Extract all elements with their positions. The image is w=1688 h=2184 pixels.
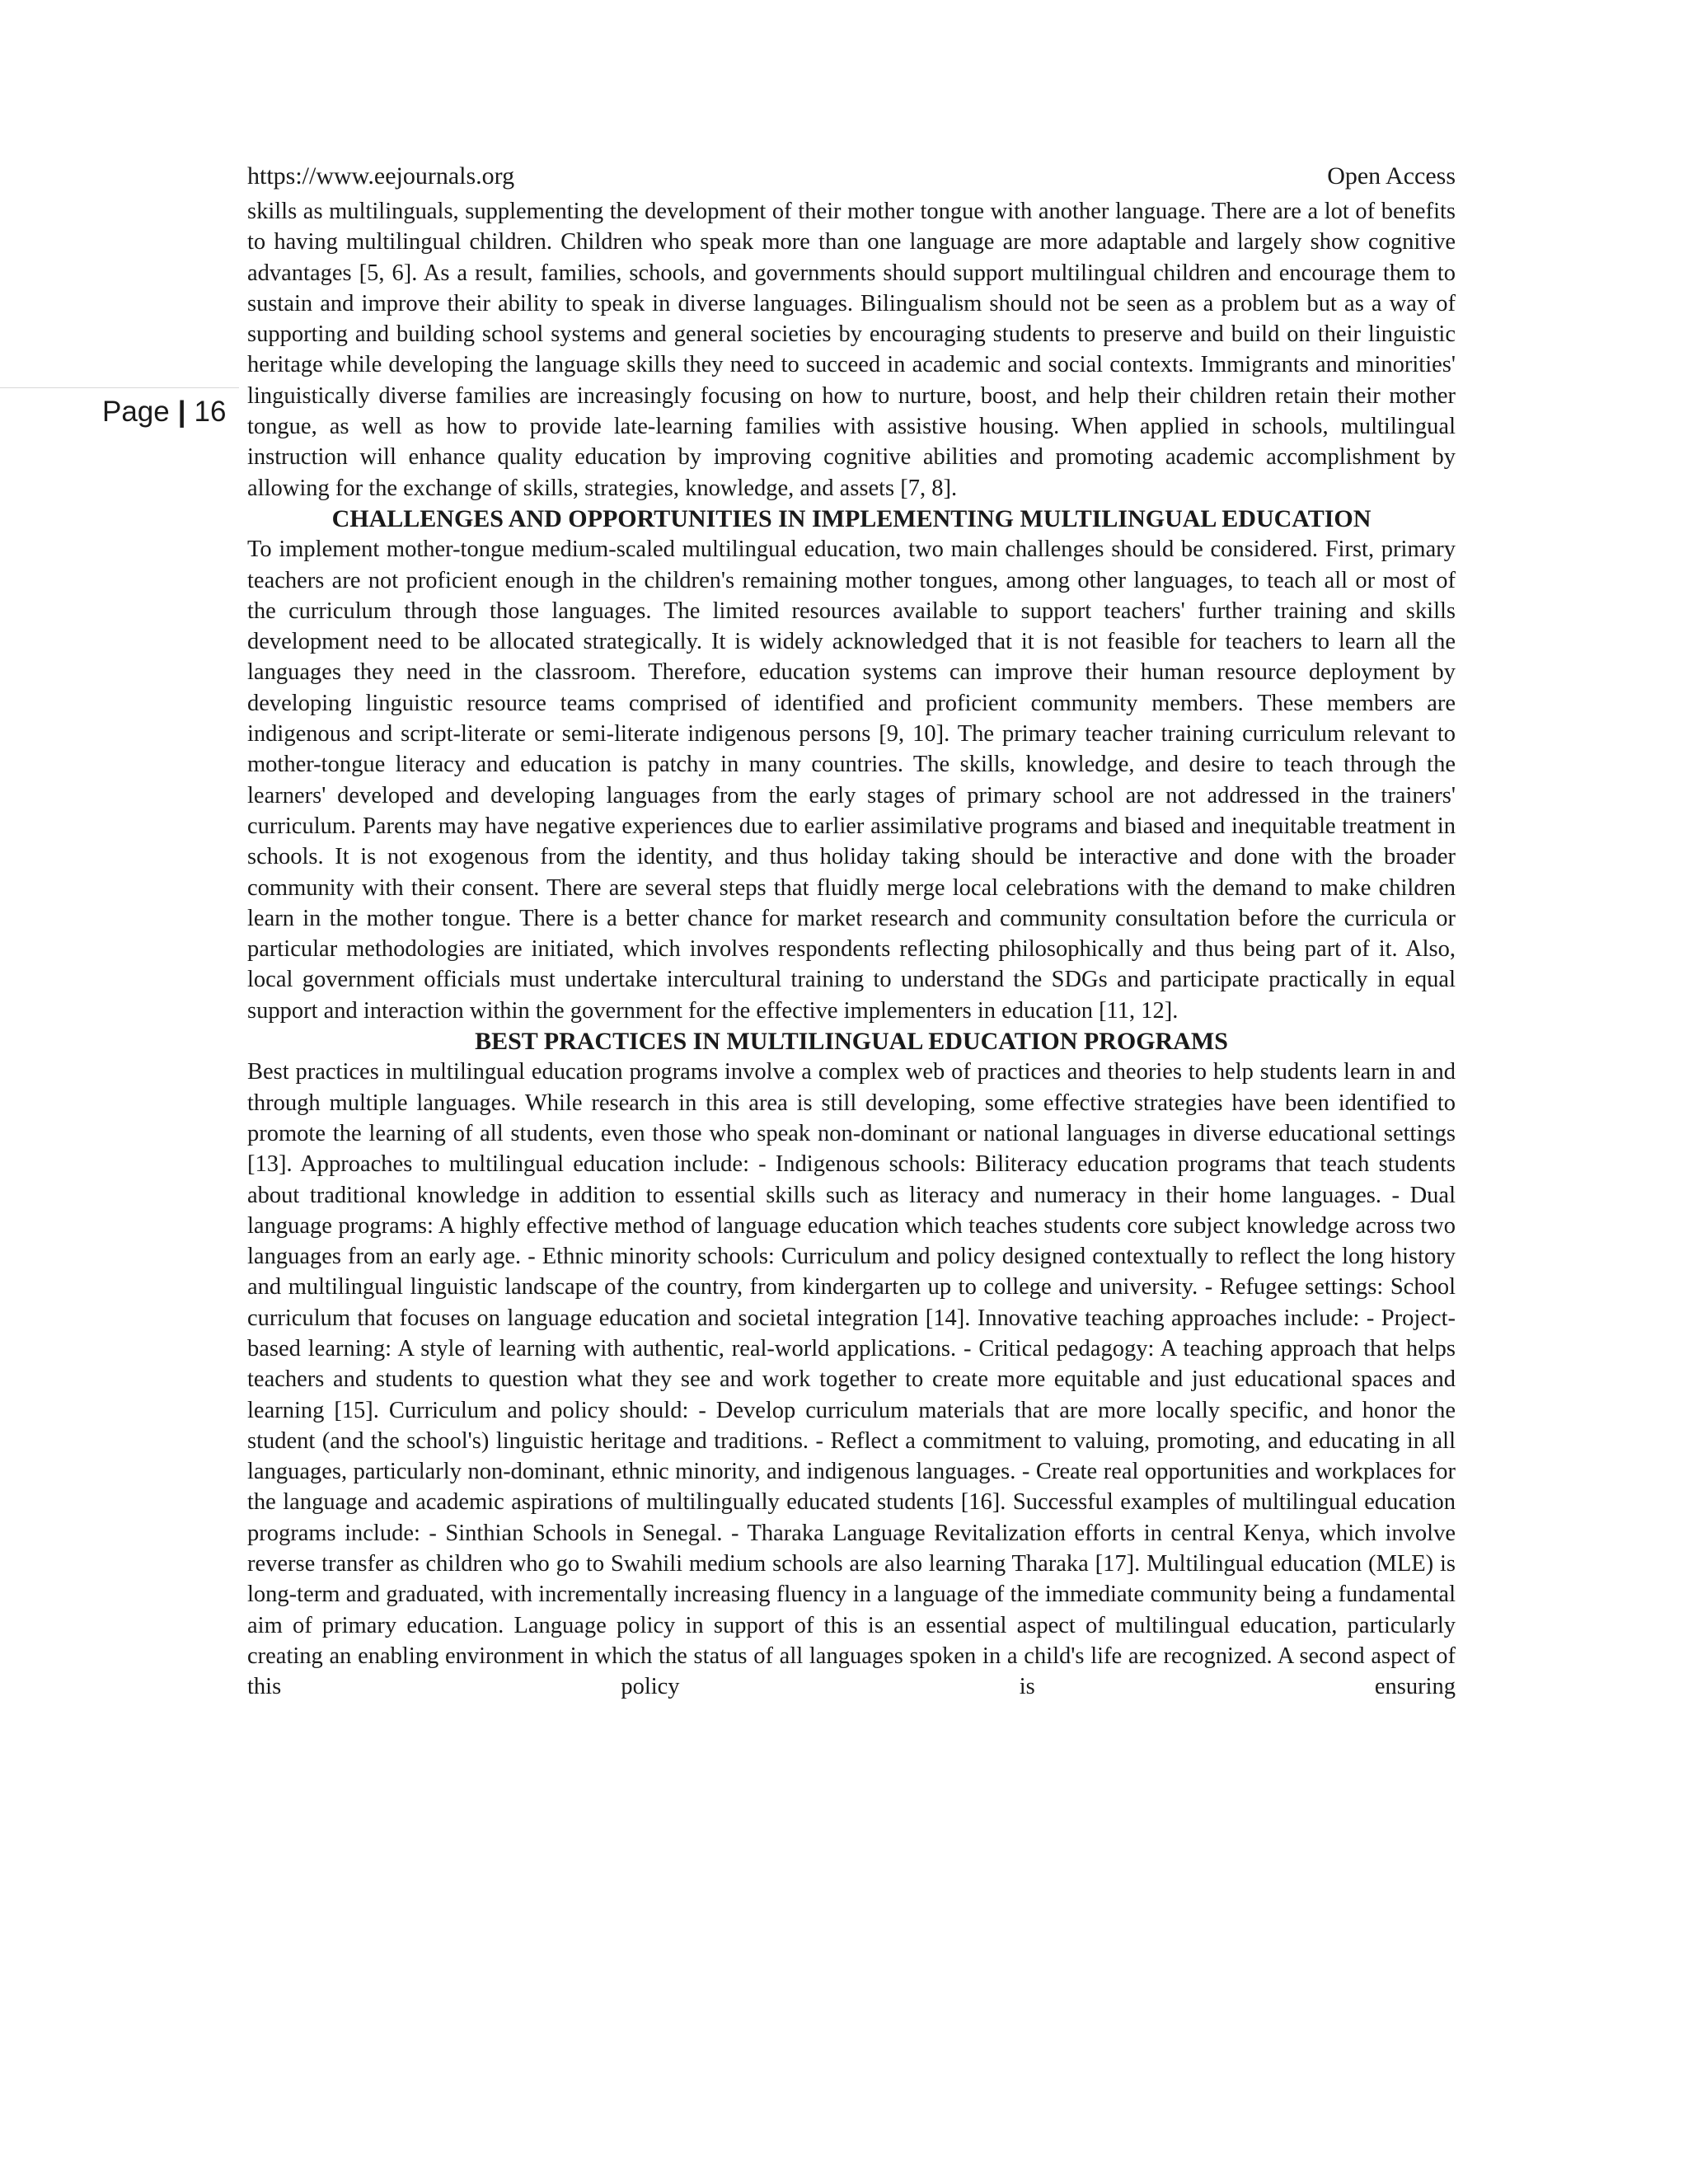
page-separator: | xyxy=(177,396,186,428)
section-heading-challenges: CHALLENGES AND OPPORTUNITIES IN IMPLEMENTING MULTILINGUAL EDUCATION xyxy=(331,504,1372,532)
page-number: 16 xyxy=(194,396,227,428)
challenges-paragraph: To implement mother-tongue medium-scaled multilingual education, two main challenges should be considered. First, primary teachers are not proficient enough in the children's remaining mother tongues, among other languages, to teach all or most of the curriculum through those languages. The limited resources available to support teachers' further training and skills development need to be allocated strategically. It is widely acknowledged that it is not feasible for teachers to learn all the languages they need in the classroom. Therefore, education systems can improve their human resource deployment by developing linguistic resource teams comprised of identified and proficient community members. These members are indigenous and script-literate or semi-literate indigenous persons [9, 10]. The primary teacher training curriculum relevant to mother-tongue literacy and education is patchy in many countries. The skills, knowledge, and desire to teach through the learners' developed and developing languages from the early stages of primary school are not addressed in the trainers' curriculum. Parents may have negative experiences due to earlier assimilative programs and biased and inequitable treatment in schools. It is not exogenous from the identity, and thus holiday taking should be interactive and done with the broader community with their consent. There are several steps that fluidly merge local celebrations with the demand to make children learn in the mother tongue. There is a better chance for market research and community consultation before the curricula or particular methodologies are initiated, which involves respondents reflecting philosophically and thus being part of it. Also, local government officials must undertake intercultural training to understand the SDGs and participate practically in equal support and interaction within the government for the effective implementers in education [11, 12]. xyxy=(247,537,1456,1024)
journal-url[interactable]: https://www.eejournals.org xyxy=(247,162,515,190)
intro-paragraph: skills as multilinguals, supplementing the development of their mother tongue with another language. There are a lot of benefits to having multilingual children. Children who speak more than one language are more adaptable and largely show cognitive advantages [5, 6]. As a result, families, schools, and governments should support multilingual children and encourage them to sustain and improve their ability to speak in diverse languages. Bilingualism should not be seen as a problem but as a way of supporting and building school systems and general societies by encouraging students to preserve and build on their linguistic heritage while developing the language skills they need to succeed in academic and social contexts. Immigrants and minorities' linguistically diverse families are increasingly focusing on how to nurture, boost, and help their children retain their mother tongue, as well as how to provide late-learning families with assistive housing. When applied in schools, multilingual instruction will enhance quality education by improving cognitive abilities and promoting academic accomplishment by allowing for the exchange of skills, strategies, knowledge, and assets [7, 8]. xyxy=(247,199,1456,501)
side-divider xyxy=(0,387,239,388)
open-access-label: Open Access xyxy=(1327,162,1456,190)
section-heading-best-practices: BEST PRACTICES IN MULTILINGUAL EDUCATION PROGRAMS xyxy=(475,1028,1228,1056)
page-header xyxy=(247,160,1456,193)
article-body xyxy=(247,196,1456,1703)
best-practices-paragraph: Best practices in multilingual education programs involve a complex web of practices and theories to help students learn in and through multiple languages. While research in this area is still developing, some effective strategies have been identified to promote the learning of all students, even those who speak non-dominant or national languages in diverse educational settings [13]. Approaches to multilingual education include: - Indigenous schools: Biliteracy education programs that teach students about traditional knowledge in addition to essential skills such as literacy and numeracy in their home languages. - Dual language programs: A highly effective method of language education which teaches students core subject knowledge across two languages from an early age. - Ethnic minority schools: Curriculum and policy designed contextually to reflect the long history and multilingual linguistic landscape of the country, from kindergarten up to college and university. - Refugee settings: School curriculum that focuses on language education and societal integration [14]. Innovative teaching approaches include: - Project-based learning: A style of learning with authentic, real-world applications. - Critical pedagogy: A teaching approach that helps teachers and students to question what they see and work together to create more equitable and just educational spaces and learning [15]. Curriculum and policy should: - Develop curriculum materials that are more locally specific, and honor the student (and the school's) linguistic heritage and traditions. - Reflect a commitment to valuing, promoting, and educating in all languages, particularly non-dominant, ethnic minority, and indigenous languages. - Create real opportunities and workplaces for the language and academic aspirations of multilingually educated students [16]. Successful examples of multilingual education programs include: - Sinthian Schools in Senegal. - Tharaka Language Revitalization efforts in central Kenya, which involve reverse transfer as children who go to Swahili medium schools are also learning Tharaka [17]. Multilingual education (MLE) is long-term and graduated, with incrementally increasing fluency in a language of the immediate community being a fundamental aim of primary education. Language policy in support of this is an essential aspect of multilingual education, particularly creating an enabling environment in which the status of all languages spoken in a child's life are recognized. A second aspect of this policy is ensuring xyxy=(247,1059,1456,1700)
page-number-marker xyxy=(102,392,226,432)
page-label: Page xyxy=(102,396,170,428)
